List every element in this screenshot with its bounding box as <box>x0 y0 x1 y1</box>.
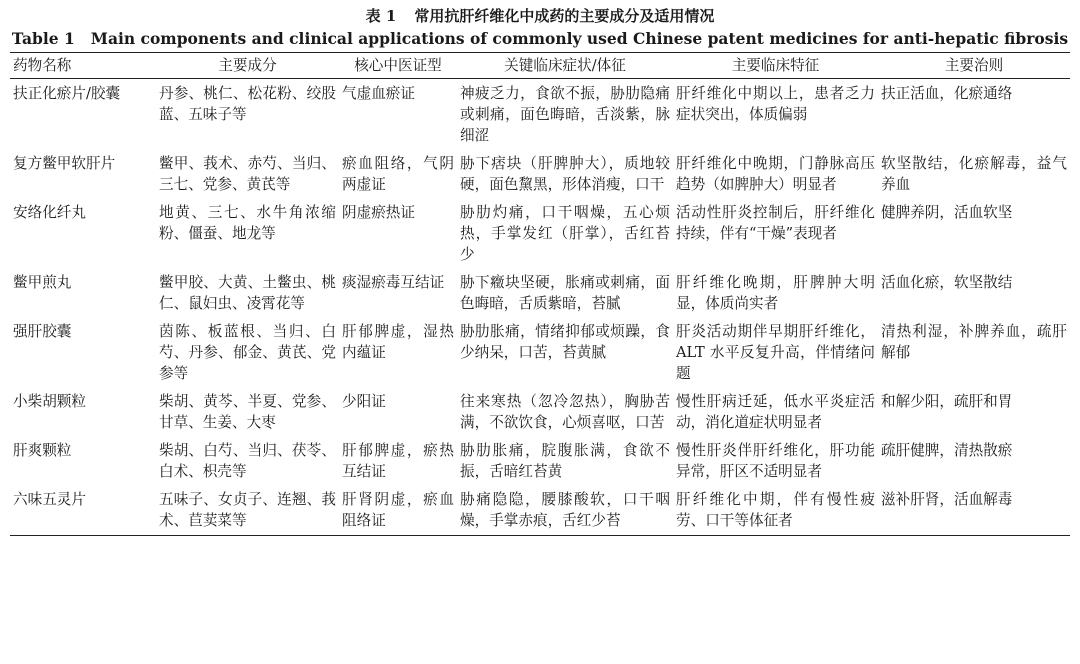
cell-features: 肝纤维化晚期，肝脾肿大明显，体质尚实者 <box>676 274 875 312</box>
cell-features: 慢性肝炎伴肝纤维化，肝功能异常，肝区不适明显者 <box>676 442 875 480</box>
header-drug-name: 药物名称 <box>13 57 72 74</box>
table-row <box>10 79 1070 151</box>
cell-syndrome: 肝郁脾虚，瘀热互结证 <box>342 442 454 480</box>
cell-drug-name: 复方鳖甲软肝片 <box>13 155 116 172</box>
cell-syndrome: 阴虚瘀热证 <box>342 204 415 221</box>
table-title-english: Main components and clinical applications of commonly used Chinese patent medicines for anti-hepatic fibrosis <box>90 29 1069 48</box>
cell-drug-name: 小柴胡颗粒 <box>13 393 86 410</box>
cell-components: 丹参、桃仁、松花粉、绞股蓝、五味子等 <box>159 85 336 123</box>
table-row <box>10 318 1070 388</box>
table-row <box>10 150 1070 199</box>
cell-features: 肝纤维化中晚期，门静脉高压趋势（如脾肿大）明显者 <box>676 155 875 193</box>
cell-symptoms: 胁肋灼痛，口干咽燥，五心烦热，手掌发红（肝掌），舌红苔少 <box>460 204 670 263</box>
header-key-symptoms: 关键临床症状/体征 <box>504 57 626 74</box>
cell-principle: 清热利湿，补脾养血，疏肝解郁 <box>881 323 1067 361</box>
table-row <box>10 388 1070 437</box>
header-main-components: 主要成分 <box>218 57 277 74</box>
cell-symptoms: 胁痛隐隐，腰膝酸软，口干咽燥，手掌赤痕，舌红少苔 <box>460 491 670 529</box>
cell-symptoms: 胁下痞块（肝脾肿大），质地较硬，面色黧黑，形体消瘦，口干 <box>460 155 670 193</box>
cell-principle: 滋补肝肾，活血解毒 <box>881 491 1013 508</box>
table-number-english: Table 1 <box>11 29 75 48</box>
cell-features: 活动性肝炎控制后，肝纤维化持续，伴有“干燥”表现者 <box>676 204 875 242</box>
table-caption-english <box>10 28 1070 50</box>
cell-symptoms: 胁肋胀痛，脘腹胀满，食欲不振，舌暗红苔黄 <box>460 442 670 480</box>
cell-symptoms: 神疲乏力，食欲不振，胁肋隐痛或刺痛，面色晦暗，舌淡紫，脉细涩 <box>460 85 670 144</box>
cell-components: 茵陈、板蓝根、当归、白芍、丹参、郁金、黄芪、党参等 <box>159 323 336 382</box>
cell-features: 肝纤维化中期以上，患者乏力症状突出，体质偏弱 <box>676 85 875 123</box>
table-row <box>10 199 1070 269</box>
cell-principle: 疏肝健脾，清热散瘀 <box>881 442 1013 459</box>
cell-components: 五味子、女贞子、连翘、莪术、苣荬菜等 <box>159 491 336 529</box>
cell-syndrome: 肝肾阴虚，瘀血阻络证 <box>342 491 454 529</box>
cell-features: 肝炎活动期伴早期肝纤维化，ALT 水平反复升高，伴情绪问题 <box>676 323 875 382</box>
cell-principle: 软坚散结，化瘀解毒，益气养血 <box>881 155 1067 193</box>
cell-principle: 健脾养阴，活血软坚 <box>881 204 1013 221</box>
cell-principle: 扶正活血，化瘀通络 <box>881 85 1013 102</box>
cell-principle: 活血化瘀，软坚散结 <box>881 274 1013 291</box>
table-body <box>10 79 1070 536</box>
table-title-chinese: 常用抗肝纤维化中成药的主要成分及适用情况 <box>414 7 715 25</box>
cell-principle: 和解少阳，疏肝和胃 <box>881 393 1013 410</box>
table-row <box>10 269 1070 318</box>
table-number-chinese: 表 1 <box>365 7 397 25</box>
cell-components: 柴胡、黄芩、半夏、党参、甘草、生姜、大枣 <box>159 393 336 431</box>
cell-symptoms: 胁下癥块坚硬，胀痛或刺痛，面色晦暗，舌质紫暗，苔腻 <box>460 274 670 312</box>
header-treatment-principle: 主要治则 <box>944 57 1004 74</box>
cell-syndrome: 气虚血瘀证 <box>342 85 415 102</box>
cell-drug-name: 扶正化瘀片/胶囊 <box>13 85 121 102</box>
cell-drug-name: 肝爽颗粒 <box>13 442 72 459</box>
header-clinical-features: 主要临床特征 <box>731 57 820 74</box>
cell-features: 慢性肝病迁延，低水平炎症活动，消化道症状明显者 <box>676 393 875 431</box>
cell-drug-name: 强肝胶囊 <box>13 323 72 340</box>
table-caption-chinese <box>10 0 1070 26</box>
cell-syndrome: 痰湿瘀毒互结证 <box>342 274 445 291</box>
cell-components: 地黄、三七、水牛角浓缩粉、僵蚕、地龙等 <box>159 204 336 242</box>
cell-syndrome: 少阳证 <box>342 393 386 410</box>
cell-symptoms: 胁肋胀痛，情绪抑郁或烦躁，食少纳呆，口苦，苔黄腻 <box>460 323 670 361</box>
cell-symptoms: 往来寒热（忽冷忽热），胸胁苦满，不欲饮食，心烦喜呕，口苦 <box>460 393 670 431</box>
table-row <box>10 486 1070 536</box>
header-tcm-syndrome: 核心中医证型 <box>354 57 442 74</box>
table-row <box>10 437 1070 486</box>
cell-components: 柴胡、白芍、当归、茯苓、白术、枳壳等 <box>159 442 336 480</box>
cell-drug-name: 安络化纤丸 <box>13 204 86 221</box>
cell-features: 肝纤维化中期，伴有慢性疲劳、口干等体征者 <box>676 491 875 529</box>
cell-components: 鳖甲、莪术、赤芍、当归、三七、党参、黄芪等 <box>159 155 336 193</box>
cell-syndrome: 肝郁脾虚，湿热内蕴证 <box>342 323 454 361</box>
table-header-row <box>10 53 1070 79</box>
cell-syndrome: 瘀血阻络，气阴两虚证 <box>342 155 454 193</box>
medicine-table <box>10 52 1070 536</box>
cell-components: 鳖甲胶、大黄、土鳖虫、桃仁、鼠妇虫、凌霄花等 <box>159 274 336 312</box>
cell-drug-name: 鳖甲煎丸 <box>13 274 72 291</box>
cell-drug-name: 六味五灵片 <box>13 491 86 508</box>
